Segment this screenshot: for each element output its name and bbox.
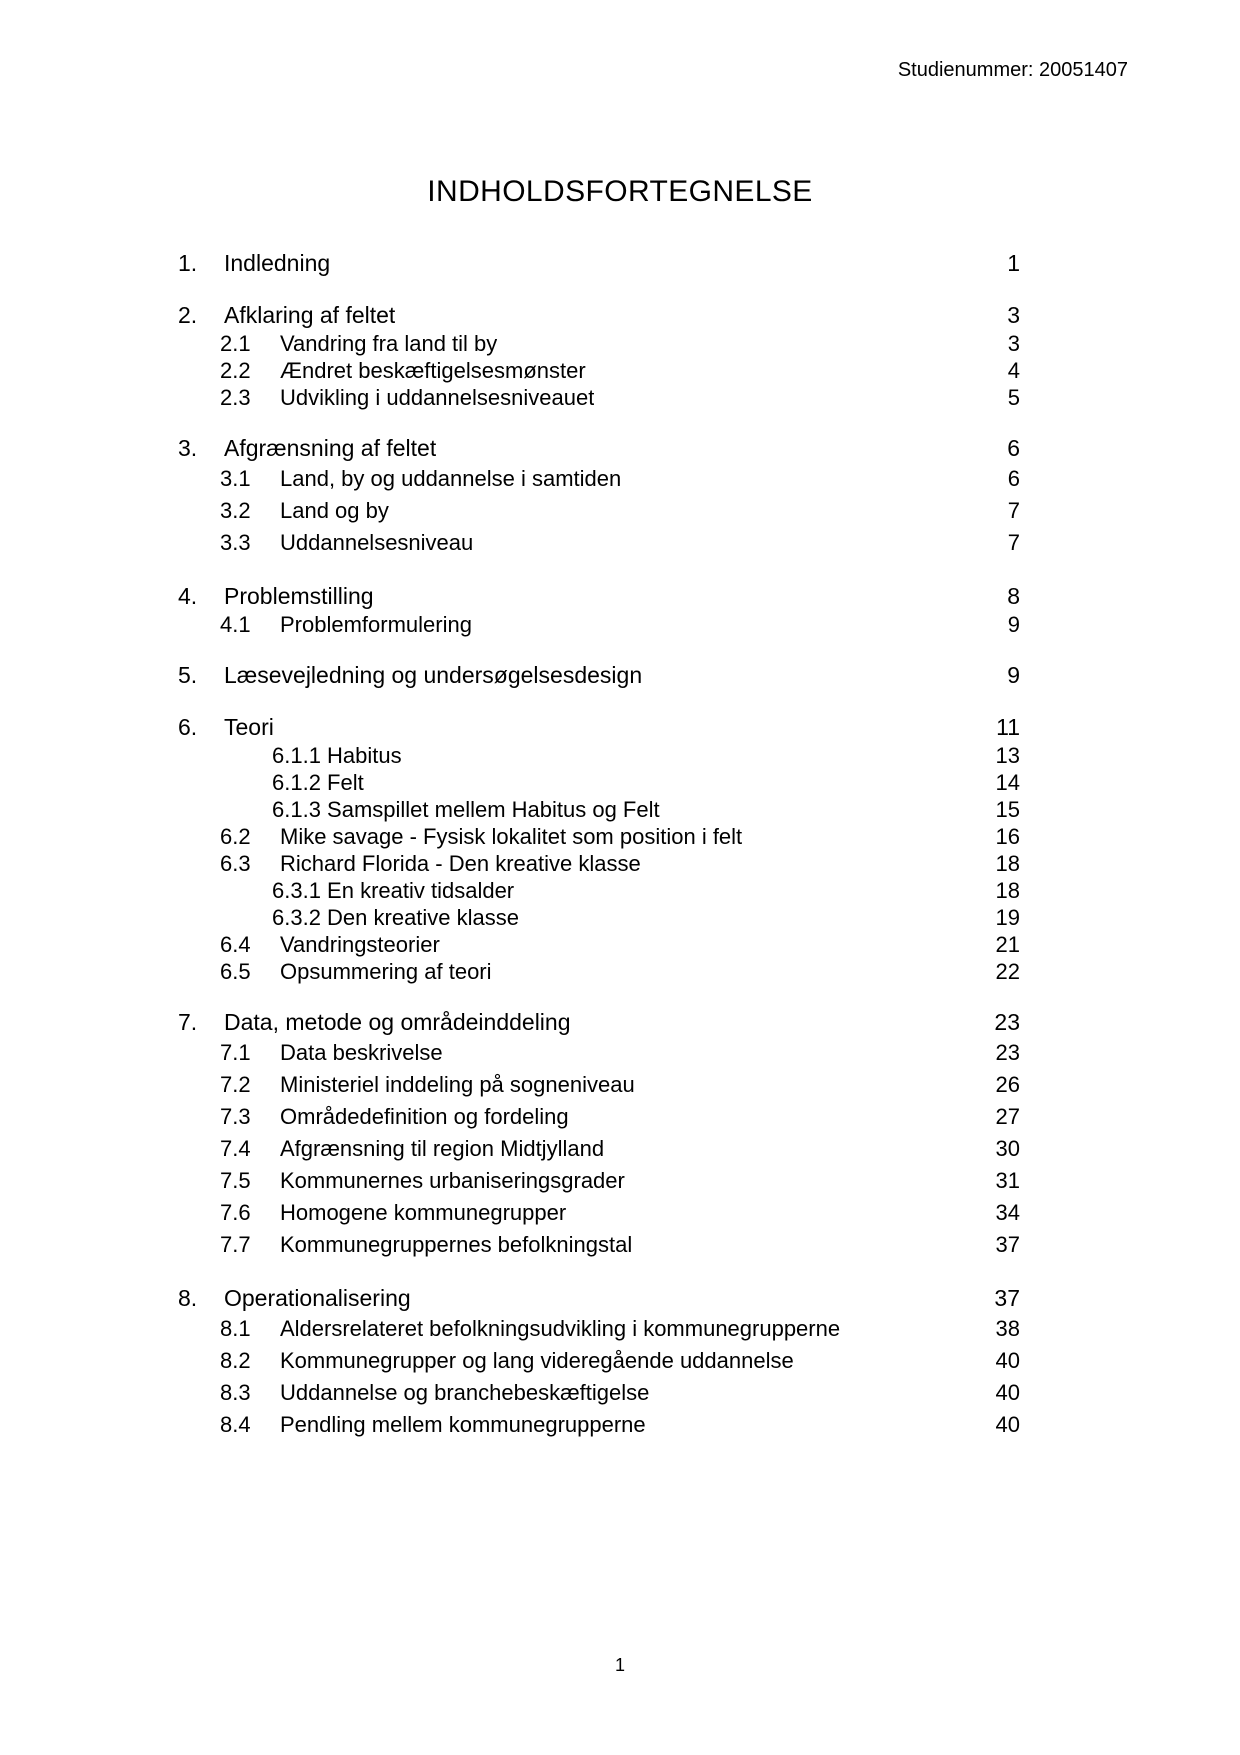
- toc-entry-page-number: 21: [995, 932, 1020, 957]
- toc-entry-page-number: 11: [996, 714, 1020, 740]
- toc-entry-label: Vandring fra land til by: [280, 331, 498, 356]
- toc-entry-number: 2.2: [220, 358, 251, 383]
- toc-entry-number: 8.1: [220, 1316, 251, 1341]
- toc-entry-label: Pendling mellem kommunegrupperne: [280, 1412, 646, 1437]
- toc-entry-page-number: 23: [994, 1009, 1020, 1035]
- toc-entry-label: Uddannelsesniveau: [280, 530, 474, 555]
- toc-entry-label: Afklaring af feltet: [224, 302, 396, 328]
- toc-group: [178, 712, 1020, 985]
- toc-entry-page-number: 38: [995, 1316, 1020, 1341]
- toc-group: [178, 433, 1020, 559]
- toc-entry-label: Afgrænsning til region Midtjylland: [280, 1136, 605, 1161]
- toc-entry-number: 7.1: [220, 1040, 251, 1065]
- toc-entry-number: 8.3: [220, 1380, 251, 1405]
- toc-entry[interactable]: [178, 1069, 1020, 1101]
- toc-entry-page-number: 16: [995, 824, 1020, 849]
- toc-entry-page-number: 40: [995, 1348, 1020, 1373]
- toc-entry-label: Data beskrivelse: [280, 1040, 443, 1065]
- toc-group: [178, 660, 1020, 690]
- toc-entry[interactable]: [178, 769, 1020, 796]
- toc-entry-label: 6.3.2 Den kreative klasse: [272, 905, 520, 930]
- toc-entry-number: 4.1: [220, 612, 251, 637]
- toc-group: [178, 1007, 1020, 1261]
- toc-entry[interactable]: [178, 433, 1020, 463]
- toc-entry[interactable]: [178, 1283, 1020, 1313]
- toc-entry-page-number: 9: [1007, 612, 1020, 637]
- toc-entry-number: 7.2: [220, 1072, 251, 1097]
- toc-entry-page-number: 3: [1007, 302, 1020, 328]
- toc-group: [178, 300, 1020, 411]
- toc-entry-page-number: 22: [995, 959, 1020, 984]
- toc-entry-label: Indledning: [224, 250, 331, 276]
- toc-entry[interactable]: [178, 823, 1020, 850]
- toc-entry-label: Richard Florida - Den kreative klasse: [280, 851, 641, 876]
- toc-entry[interactable]: [178, 877, 1020, 904]
- toc-entry-label: Vandringsteorier: [280, 932, 440, 957]
- toc-entry-page-number: 6: [1007, 466, 1020, 491]
- toc-entry-number: 6.5: [220, 959, 251, 984]
- toc-entry-number: 8.2: [220, 1348, 251, 1373]
- toc-entry[interactable]: [178, 796, 1020, 823]
- toc-entry-number: 7.4: [220, 1136, 251, 1161]
- toc-entry-page-number: 37: [995, 1232, 1020, 1257]
- toc-entry-page-number: 7: [1007, 530, 1020, 555]
- toc-entry-number: 7.7: [220, 1232, 251, 1257]
- toc-entry[interactable]: [178, 958, 1020, 985]
- toc-entry-page-number: 40: [995, 1412, 1020, 1437]
- toc-entry[interactable]: [178, 1345, 1020, 1377]
- toc-entry-page-number: 15: [995, 797, 1020, 822]
- toc-entry-number: 7.5: [220, 1168, 251, 1193]
- toc-entry-label: Aldersrelateret befolkningsudvikling i kommunegrupperne: [280, 1316, 841, 1341]
- toc-entry-number: 1.: [178, 250, 198, 276]
- toc-entry-page-number: 8: [1007, 583, 1020, 609]
- toc-entry-label: 6.1.3 Samspillet mellem Habitus og Felt: [272, 797, 660, 822]
- toc-entry-label: Kommunegruppernes befolkningstal: [280, 1232, 633, 1257]
- toc-entry[interactable]: [178, 495, 1020, 527]
- toc-entry[interactable]: [178, 712, 1020, 742]
- toc-entry[interactable]: [178, 581, 1020, 611]
- toc-entry-label: Teori: [224, 714, 274, 740]
- toc-entry-label: 6.1.2 Felt: [272, 770, 364, 795]
- toc-entry[interactable]: [178, 1197, 1020, 1229]
- toc-entry-label: Land, by og uddannelse i samtiden: [280, 466, 622, 491]
- toc-entry-number: 2.1: [220, 331, 251, 356]
- toc-entry-label: Land og by: [280, 498, 389, 523]
- toc-entry[interactable]: [178, 1409, 1020, 1441]
- toc-entry-number: 3.: [178, 435, 198, 461]
- toc-entry-number: 4.: [178, 583, 198, 609]
- toc-entry-number: 6.3: [220, 851, 251, 876]
- toc-entry-label: Udvikling i uddannelsesniveauet: [280, 385, 595, 410]
- toc-entry-page-number: 9: [1007, 662, 1020, 688]
- toc-entry[interactable]: [178, 1101, 1020, 1133]
- toc-entry-label: Afgrænsning af feltet: [224, 435, 437, 461]
- toc-entry-number: 8.: [178, 1285, 198, 1311]
- toc-entry-label: Operationalisering: [224, 1285, 411, 1311]
- toc-entry-label: Kommunernes urbaniseringsgrader: [280, 1168, 625, 1193]
- toc-entry-label: Ministeriel inddeling på sogneniveau: [280, 1072, 635, 1097]
- toc-entry[interactable]: [178, 1133, 1020, 1165]
- toc-entry-page-number: 5: [1007, 385, 1020, 410]
- toc-entry-label: Homogene kommunegrupper: [280, 1200, 567, 1225]
- toc-entry-number: 6.2: [220, 824, 251, 849]
- toc-entry-label: Mike savage - Fysisk lokalitet som position i felt: [280, 824, 743, 849]
- toc-entry-page-number: 30: [995, 1136, 1020, 1161]
- toc-entry-number: 3.1: [220, 466, 251, 491]
- toc-entry-number: 7.: [178, 1009, 198, 1035]
- toc-entry[interactable]: [178, 660, 1020, 690]
- toc-entry-page-number: 19: [995, 905, 1020, 930]
- toc-entry[interactable]: [178, 1313, 1020, 1345]
- table-of-contents: [178, 248, 1020, 1441]
- toc-entry-page-number: 1: [1007, 250, 1020, 276]
- toc-entry-number: 6.4: [220, 932, 251, 957]
- toc-entry-label: 6.1.1 Habitus: [272, 743, 402, 768]
- toc-entry-number: 7.6: [220, 1200, 251, 1225]
- toc-entry[interactable]: [178, 527, 1020, 559]
- toc-entry-number: 3.2: [220, 498, 251, 523]
- toc-group: [178, 581, 1020, 638]
- toc-entry-number: 6.: [178, 714, 198, 740]
- toc-entry-label: Kommunegrupper og lang videregående uddannelse: [280, 1348, 794, 1373]
- toc-entry-label: Problemstilling: [224, 583, 374, 609]
- toc-entry-page-number: 18: [995, 851, 1020, 876]
- toc-entry-page-number: 26: [995, 1072, 1020, 1097]
- toc-entry-page-number: 27: [995, 1104, 1020, 1129]
- toc-entry-number: 5.: [178, 662, 198, 688]
- toc-entry[interactable]: [178, 931, 1020, 958]
- toc-entry-page-number: 34: [995, 1200, 1020, 1225]
- toc-entry-page-number: 37: [994, 1285, 1020, 1311]
- toc-entry[interactable]: [178, 904, 1020, 931]
- toc-entry-label: Problemformulering: [280, 612, 472, 637]
- toc-entry-page-number: 13: [995, 743, 1020, 768]
- toc-entry-number: 3.3: [220, 530, 251, 555]
- toc-entry-number: 2.: [178, 302, 198, 328]
- footer-page-number: 1: [614, 1655, 625, 1676]
- toc-entry[interactable]: [178, 463, 1020, 495]
- toc-entry[interactable]: [178, 300, 1020, 330]
- toc-entry[interactable]: [178, 611, 1020, 638]
- toc-entry-label: Områdedefinition og fordeling: [280, 1104, 569, 1129]
- toc-entry-page-number: 31: [995, 1168, 1020, 1193]
- toc-entry-label: 6.3.1 En kreativ tidsalder: [272, 878, 515, 903]
- toc-entry[interactable]: [178, 1165, 1020, 1197]
- toc-entry[interactable]: [178, 742, 1020, 769]
- toc-entry-number: 8.4: [220, 1412, 251, 1437]
- toc-group: [178, 248, 1020, 278]
- toc-entry-label: Ændret beskæftigelsesmønster: [280, 358, 586, 383]
- toc-entry[interactable]: [178, 330, 1020, 357]
- toc-entry-number: 7.3: [220, 1104, 251, 1129]
- toc-entry[interactable]: [178, 1037, 1020, 1069]
- toc-entry-label: Opsummering af teori: [280, 959, 492, 984]
- toc-entry[interactable]: [178, 1229, 1020, 1261]
- toc-entry-page-number: 23: [995, 1040, 1020, 1065]
- toc-entry-page-number: 4: [1007, 358, 1020, 383]
- toc-entry-page-number: 40: [995, 1380, 1020, 1405]
- toc-entry[interactable]: [178, 1377, 1020, 1409]
- running-header-student-number: Studienummer: 20051407: [897, 59, 1128, 81]
- toc-entry-number: 2.3: [220, 385, 251, 410]
- toc-entry[interactable]: [178, 1007, 1020, 1037]
- toc-entry-page-number: 18: [995, 878, 1020, 903]
- toc-entry[interactable]: [178, 248, 1020, 278]
- page-title: INDHOLDSFORTEGNELSE: [427, 175, 813, 209]
- toc-entry-page-number: 7: [1007, 498, 1020, 523]
- toc-entry-label: Læsevejledning og undersøgelsesdesign: [224, 662, 643, 688]
- toc-entry[interactable]: [178, 384, 1020, 411]
- toc-entry-page-number: 14: [995, 770, 1020, 795]
- toc-entry-label: Data, metode og områdeinddeling: [224, 1009, 571, 1035]
- toc-entry[interactable]: [178, 850, 1020, 877]
- toc-entry-page-number: 3: [1007, 331, 1020, 356]
- toc-entry-label: Uddannelse og branchebeskæftigelse: [280, 1380, 650, 1405]
- toc-entry-page-number: 6: [1007, 435, 1020, 461]
- toc-entry[interactable]: [178, 357, 1020, 384]
- toc-group: [178, 1283, 1020, 1441]
